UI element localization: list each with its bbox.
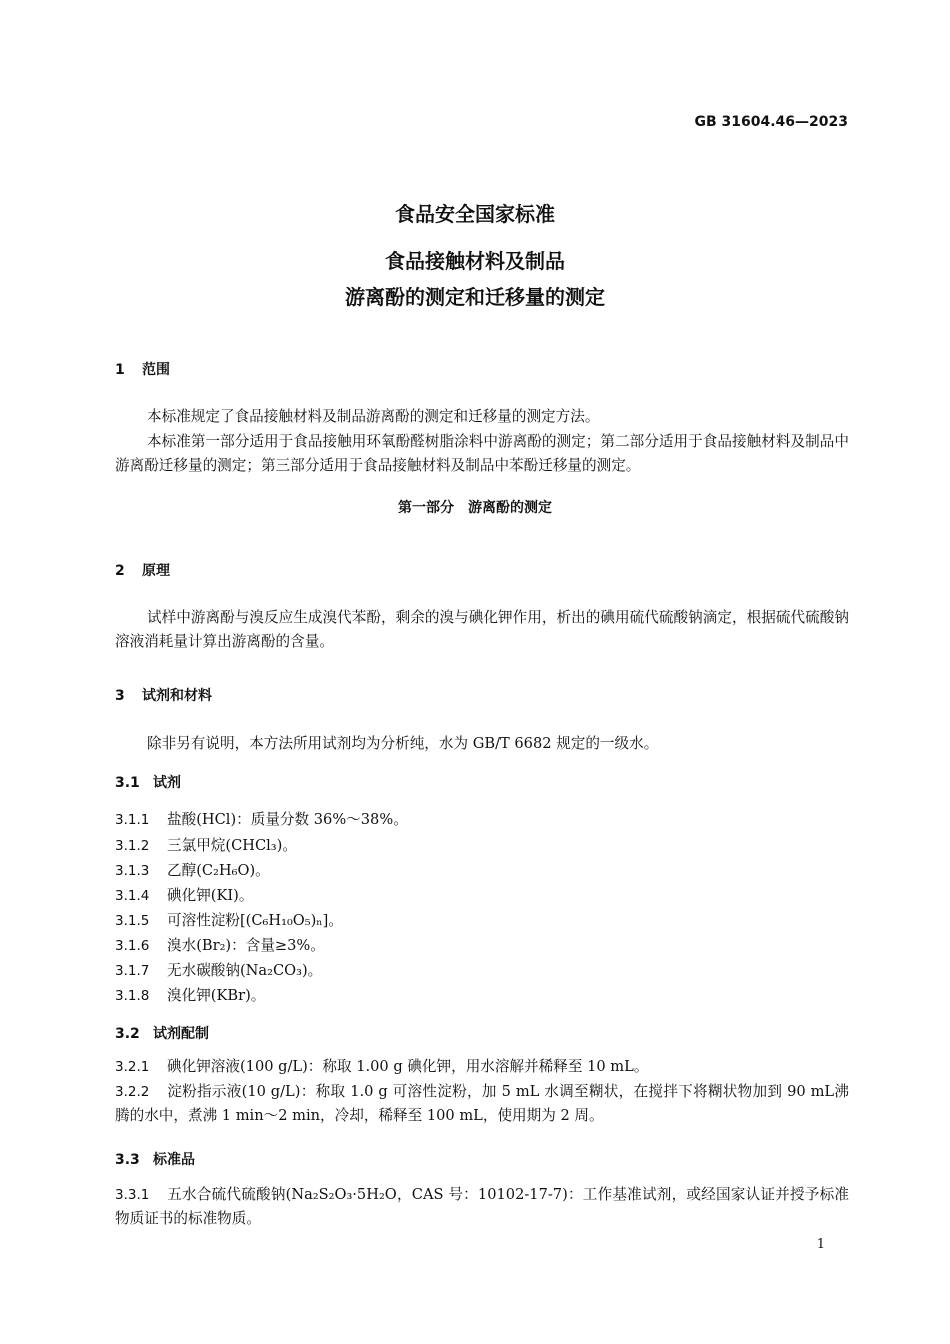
title-main: 食品安全国家标准 xyxy=(395,202,555,226)
list-item: 3.1.6 溴水(Br₂)：含量≥3%。 xyxy=(115,937,325,954)
list-item: 3.1.4 碘化钾(KI)。 xyxy=(115,887,254,904)
title-sub-1: 食品接触材料及制品 xyxy=(385,249,565,273)
section-1-para-2: 本标准第一部分适用于食品接触用环氧酚醛树脂涂料中游离酚的测定；第二部分适用于食品接触材料及制品中游离酚迁移量的测定；第三部分适用于食品接触材料及制品中苯酚迁移量的测定。 xyxy=(115,433,849,474)
page-number: 1 xyxy=(816,1237,825,1252)
section-3-2-heading: 3.2 试剂配制 xyxy=(115,1026,209,1042)
list-item: 3.1.1 盐酸(HCl)：质量分数 36%～38%。 xyxy=(115,811,408,828)
section-1-heading: 1 范围 xyxy=(115,362,170,378)
list-item: 3.3.1 五水合硫代硫酸钠(Na₂S₂O₃·5H₂O，CAS 号：10102-17-7)：工作基准试剂，或经国家认证并授予标准物质证书的标准物质。 xyxy=(115,1186,849,1227)
section-2-para-1: 试样中游离酚与溴反应生成溴代苯酚，剩余的溴与碘化钾作用，析出的碘用硫代硫酸钠滴定，根据硫代硫酸钠溶液消耗量计算出游离酚的含量。 xyxy=(115,609,849,650)
list-item: 3.1.8 溴化钾(KBr)。 xyxy=(115,987,266,1004)
list-item: 3.1.5 可溶性淀粉[(C₆H₁₀O₅)ₙ]。 xyxy=(115,912,343,929)
section-3-para-1: 除非另有说明，本方法所用试剂均为分析纯，水为 GB/T 6682 规定的一级水。 xyxy=(147,735,659,752)
title-sub-2: 游离酚的测定和迁移量的测定 xyxy=(345,285,605,309)
section-3-3-heading: 3.3 标准品 xyxy=(115,1152,195,1168)
standard-code: GB 31604.46—2023 xyxy=(694,114,848,130)
list-item: 3.1.3 乙醇(C₂H₆O)。 xyxy=(115,862,270,879)
section-1-para-1: 本标准规定了食品接触材料及制品游离酚的测定和迁移量的测定方法。 xyxy=(147,408,600,425)
section-2-heading: 2 原理 xyxy=(115,563,170,579)
list-item: 3.1.2 三氯甲烷(CHCl₃)。 xyxy=(115,837,297,854)
list-item: 3.1.7 无水碳酸钠(Na₂CO₃)。 xyxy=(115,962,323,979)
list-item: 3.2.2 淀粉指示液(10 g/L)：称取 1.0 g 可溶性淀粉，加 5 mL 水调至糊状，在搅拌下将糊状物加到 90 mL沸腾的水中，煮沸 1 min～2 min，冷却，稀释至 100 mL，使用期为 2 周。 xyxy=(115,1083,849,1124)
section-3-1-heading: 3.1 试剂 xyxy=(115,775,181,791)
part-1-heading: 第一部分 游离酚的测定 xyxy=(398,500,552,516)
list-item: 3.2.1 碘化钾溶液(100 g/L)：称取 1.00 g 碘化钾，用水溶解并稀释至 10 mL。 xyxy=(115,1058,649,1075)
section-3-heading: 3 试剂和材料 xyxy=(115,688,212,704)
